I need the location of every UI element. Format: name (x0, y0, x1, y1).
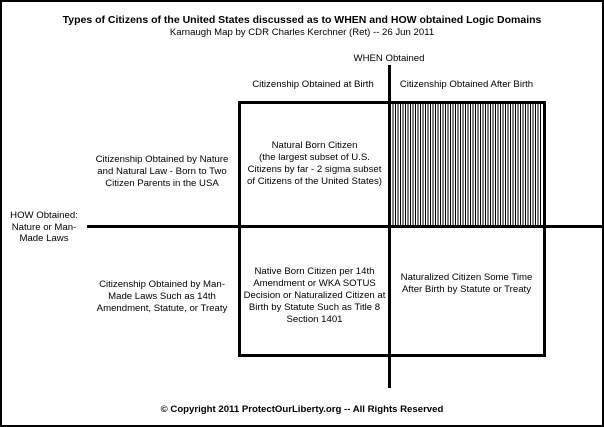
copyright-notice: © Copyright 2011 ProtectOurLiberty.org -- All Rights Reserved (160, 404, 444, 415)
how-axis-label: HOW Obtained: Nature or Man- Made Laws (10, 210, 78, 244)
how-axis-divider (87, 225, 602, 228)
row-header-man-made-law: Citizenship Obtained by Man- Made Laws Such as 14th Amendment, Statute, or Treaty (96, 279, 228, 314)
cell-naturalized-citizen: Naturalized Citizen Some Time After Birth by Statute or Treaty (400, 272, 533, 295)
column-header-after-birth: Citizenship Obtained After Birth (399, 79, 534, 90)
page-title: Types of Citizens of the United States discussed as to WHEN and HOW obtained Logic Domains (62, 14, 542, 26)
cell-native-born-citizen: Native Born Citizen per 14th Amendment or WKA SOTUS Decision or Naturalized Citizen at Birth by Statute Such as Title 8 Section 1401 (243, 266, 386, 325)
when-axis-label: WHEN Obtained (353, 53, 425, 64)
page-subtitle: Karnaugh Map by CDR Charles Kerchner (Ret) -- 26 Jun 2011 (169, 27, 435, 38)
cell-natural-born-citizen: Natural Born Citizen (the largest subset of U.S. Citizens by far - 2 sigma subset of Citizens of the United States) (247, 140, 382, 187)
column-header-at-birth: Citizenship Obtained at Birth (252, 79, 374, 90)
when-axis-divider (388, 65, 391, 388)
row-header-natural-law: Citizenship Obtained by Nature and Natural Law - Born to Two Citizen Parents in the USA (95, 154, 229, 189)
